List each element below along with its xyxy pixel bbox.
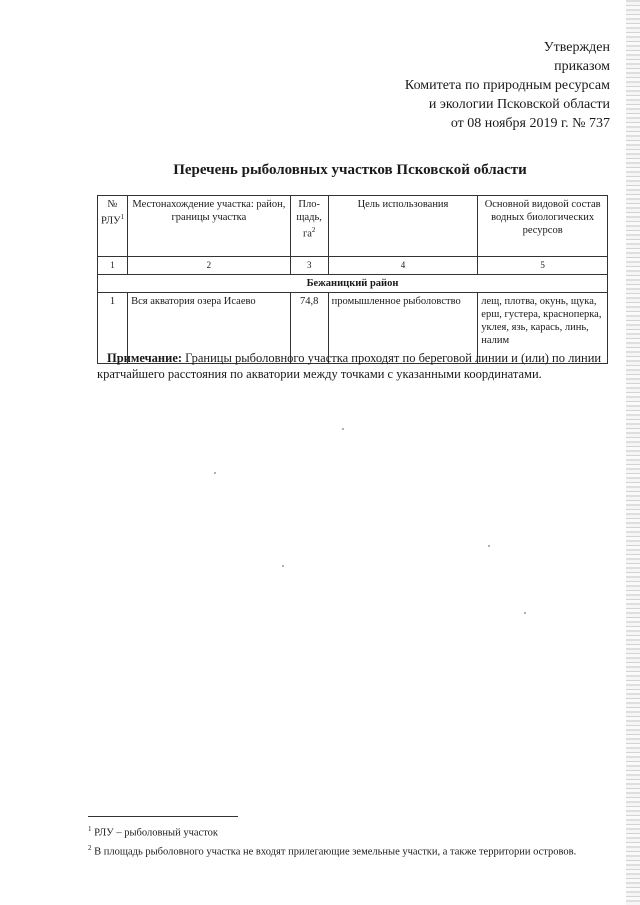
column-number-row bbox=[98, 257, 608, 275]
district-name: Бежаницкий район bbox=[98, 275, 608, 293]
column-number: 3 bbox=[290, 257, 328, 275]
scan-edge-artifact bbox=[626, 0, 640, 905]
scan-speck bbox=[214, 472, 216, 474]
header-cell-location: Местонахождение участка: район, границы участка bbox=[128, 196, 291, 257]
column-number: 2 bbox=[128, 257, 291, 275]
scan-speck bbox=[524, 612, 526, 614]
footnotes bbox=[88, 822, 598, 859]
note-paragraph bbox=[97, 350, 612, 382]
note-label: Примечание: bbox=[107, 351, 183, 365]
header-cell-area: Пло-щадь, $га^2$ bbox=[290, 196, 328, 257]
document-title: Перечень рыболовных участков Псковской области bbox=[173, 162, 527, 178]
header-cell-number: № РЛУ$^1$ bbox=[98, 196, 128, 257]
cell-area: 74,8 bbox=[290, 293, 328, 364]
scan-speck bbox=[342, 428, 344, 430]
approval-line: и экологии Псковской области bbox=[428, 97, 610, 112]
header-cell-purpose: Цель использования bbox=[328, 196, 478, 257]
header-cell-species: Основной видовой состав водных биологических ресурсов bbox=[478, 196, 608, 257]
column-number: 4 bbox=[328, 257, 478, 275]
scan-speck bbox=[282, 565, 284, 567]
footnote: $^2$ В площадь рыболовного участка не входят прилегающие земельные участки, а также территории островов. bbox=[88, 843, 577, 857]
approval-line: Утвержден bbox=[543, 40, 610, 55]
footnote: $^1$ РЛУ – рыболовный участок bbox=[88, 825, 219, 839]
cell-species: лещ, плотва, окунь, щука, ерш, густера, красноперка, уклея, язь, карась, линь, налим bbox=[478, 293, 608, 364]
district-row bbox=[98, 275, 608, 293]
scan-speck bbox=[488, 545, 490, 547]
cell-purpose: промышленное рыболовство bbox=[328, 293, 478, 364]
cell-location: Вся акватория озера Исаево bbox=[128, 293, 291, 364]
approval-line: приказом bbox=[554, 59, 610, 74]
approval-line: Комитета по природным ресурсам bbox=[404, 78, 610, 93]
note-text: Границы рыболовного участка проходят по береговой линии и (или) по линии кратчайшего расстояния по акватории между точками с указанными координатами. bbox=[97, 351, 602, 381]
fishing-areas-table bbox=[97, 195, 608, 364]
footnote-separator bbox=[88, 816, 238, 817]
approval-line: от 08 ноября 2019 г. № 737 bbox=[450, 116, 610, 131]
cell-number: 1 bbox=[98, 293, 128, 364]
table-header-row bbox=[98, 196, 608, 257]
approval-block bbox=[280, 38, 610, 133]
column-number: 5 bbox=[478, 257, 608, 275]
column-number: 1 bbox=[98, 257, 128, 275]
